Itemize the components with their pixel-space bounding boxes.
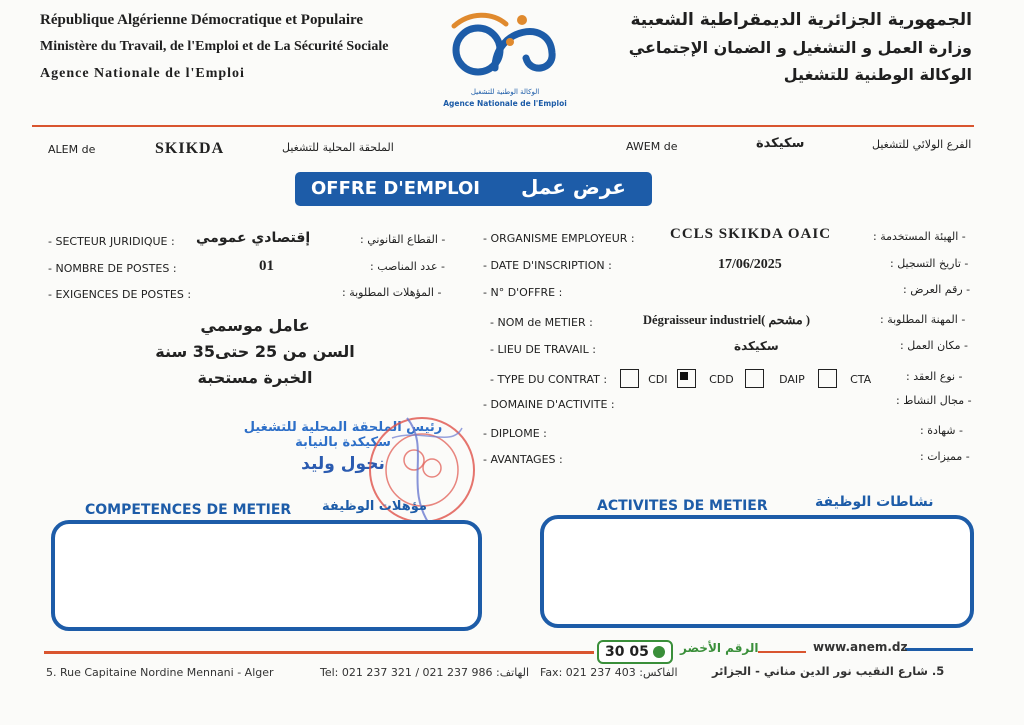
header-fr-line3: Agence Nationale de l'Emploi <box>40 66 245 81</box>
cdd-checkbox[interactable] <box>677 369 696 388</box>
competences-ar-title: مؤهلات الوظيفة <box>322 499 427 514</box>
cdi-label: CDI <box>648 373 668 386</box>
domaine-ar-label: - مجال النشاط : <box>896 394 972 407</box>
awem-label: AWEM de <box>626 140 678 153</box>
header-ar-line2: وزارة العمل و التشغيل و الضمان الإجتماعي <box>628 38 972 57</box>
contract-option-daip[interactable] <box>745 368 805 388</box>
stamp-line3: نحول وليد <box>301 454 385 474</box>
competences-title: COMPETENCES DE METIER <box>85 502 292 518</box>
alem-ar-label: الملحقة المحلية للتشغيل <box>282 141 394 154</box>
diplome-label: - DIPLOME : <box>483 427 547 440</box>
secteur-value: إقتصادي عمومي <box>196 230 311 246</box>
metier-value: Dégraisseur industriel( مشحم ) <box>643 313 811 327</box>
footer-blue-line <box>905 648 973 651</box>
offre-banner <box>295 172 652 206</box>
header-ar-line1: الجمهورية الجزائرية الديمقراطية الشعبية <box>630 10 972 30</box>
activites-ar-title: نشاطات الوظيفة <box>815 494 934 510</box>
lieu-value: سكيكدة <box>734 339 779 353</box>
cta-checkbox[interactable] <box>818 369 837 388</box>
footer-fax: Fax: 021 237 403 :الفاكس <box>540 666 678 679</box>
header-ar-line3: الوكالة الوطنية للتشغيل <box>783 65 972 84</box>
offre-number-ar-label: - رقم العرض : <box>903 283 971 296</box>
daip-label: DAIP <box>779 373 805 386</box>
avantages-label: - AVANTAGES : <box>483 453 563 466</box>
contrat-ar-label: - نوع العقد : <box>906 370 963 383</box>
banner-ar: عرض عمل <box>521 175 626 199</box>
organisme-label: - ORGANISME EMPLOYEUR : <box>483 232 635 245</box>
footer-red-line <box>44 651 594 654</box>
contract-option-cdd[interactable] <box>677 368 734 388</box>
footer-address-ar: 5. شارع النقيب نور الدين مناني - الجزائر <box>712 664 945 678</box>
exigences-label: - EXIGENCES DE POSTES : <box>48 288 192 301</box>
metier-ar-label: - المهنة المطلوبة : <box>880 313 966 326</box>
anem-logo <box>440 8 570 110</box>
date-label: - DATE D'INSCRIPTION : <box>483 259 612 272</box>
official-seal-icon <box>362 408 482 538</box>
requirements-block <box>140 313 370 391</box>
header-fr-line2: Ministère du Travail, de l'Emploi et de La Sécurité Sociale <box>40 39 389 54</box>
cta-label: CTA <box>850 373 872 386</box>
activites-title: ACTIVITES DE METIER <box>597 498 768 514</box>
contract-option-cdi[interactable] <box>620 368 668 388</box>
logo-fr-text: Agence Nationale de l'Emploi <box>443 99 567 108</box>
footer-red-line-short <box>758 651 806 653</box>
requirement-3: الخبرة مستحبة <box>197 368 313 387</box>
banner-fr: OFFRE D'EMPLOI <box>311 178 480 199</box>
activites-box <box>540 515 974 628</box>
green-number: 30 05 <box>605 644 649 660</box>
cdi-checkbox[interactable] <box>620 369 639 388</box>
postes-label: - NOMBRE DE POSTES : <box>48 262 177 275</box>
stamp-line1: رئيس الملحقة المحلية للتشغيل <box>243 420 443 435</box>
exigences-ar-label: - المؤهلات المطلوبة : <box>342 286 442 299</box>
stamp-line2: سكيكدة بالنيابة <box>295 435 391 450</box>
header-fr-line1: République Algérienne Démocratique et Populaire <box>40 12 364 28</box>
awem-value: سكيكدة <box>756 136 805 151</box>
organisme-value: CCLS SKIKDA OAIC <box>670 226 832 242</box>
requirement-2: السن من 25 حتى35 سنة <box>155 342 355 361</box>
website-link[interactable]: www.anem.dz <box>813 640 908 654</box>
secteur-label: - SECTEUR JURIDIQUE : <box>48 235 175 248</box>
contrat-label: - TYPE DU CONTRAT : <box>490 373 608 386</box>
postes-ar-label: - عدد المناصب : <box>370 260 445 273</box>
avantages-ar-label: - مميزات : <box>920 450 970 463</box>
lieu-label: - LIEU DE TRAVAIL : <box>490 343 596 356</box>
domaine-label: - DOMAINE D'ACTIVITE : <box>483 398 615 411</box>
anem-logo-icon <box>440 8 570 86</box>
footer-address-fr: 5. Rue Capitaine Nordine Mennani - Alger <box>46 666 274 679</box>
metier-label: - NOM de METIER : <box>490 316 593 329</box>
secteur-ar-label: - القطاع القانوني : <box>360 233 446 246</box>
competences-box <box>51 520 482 631</box>
footer-tel: Tel: 021 237 321 / 021 237 986 :الهاتف <box>320 666 530 679</box>
cdd-label: CDD <box>709 373 734 386</box>
daip-checkbox[interactable] <box>745 369 764 388</box>
date-value: 17/06/2025 <box>718 257 782 272</box>
green-number-badge <box>597 640 673 664</box>
offre-number-label: - N° D'OFFRE : <box>483 286 563 299</box>
postes-value: 01 <box>259 258 274 274</box>
contract-option-cta[interactable] <box>818 368 871 388</box>
alem-value: SKIKDA <box>155 140 225 157</box>
date-ar-label: - تاريخ التسجيل : <box>890 257 969 270</box>
diplome-ar-label: - شهادة : <box>920 424 963 437</box>
organisme-ar-label: - الهيئة المستخدمة : <box>873 230 966 243</box>
phone-icon <box>653 646 665 658</box>
alem-label: ALEM de <box>48 143 96 156</box>
logo-ar-text: الوكالة الوطنية للتشغيل <box>470 88 540 96</box>
awem-ar-label: الفرع الولائي للتشغيل <box>872 138 972 151</box>
green-number-label: الرقم الأخضر <box>680 641 759 655</box>
requirement-1: عامل موسمي <box>200 316 310 335</box>
lieu-ar-label: - مكان العمل : <box>900 339 968 352</box>
header-divider <box>32 125 974 127</box>
